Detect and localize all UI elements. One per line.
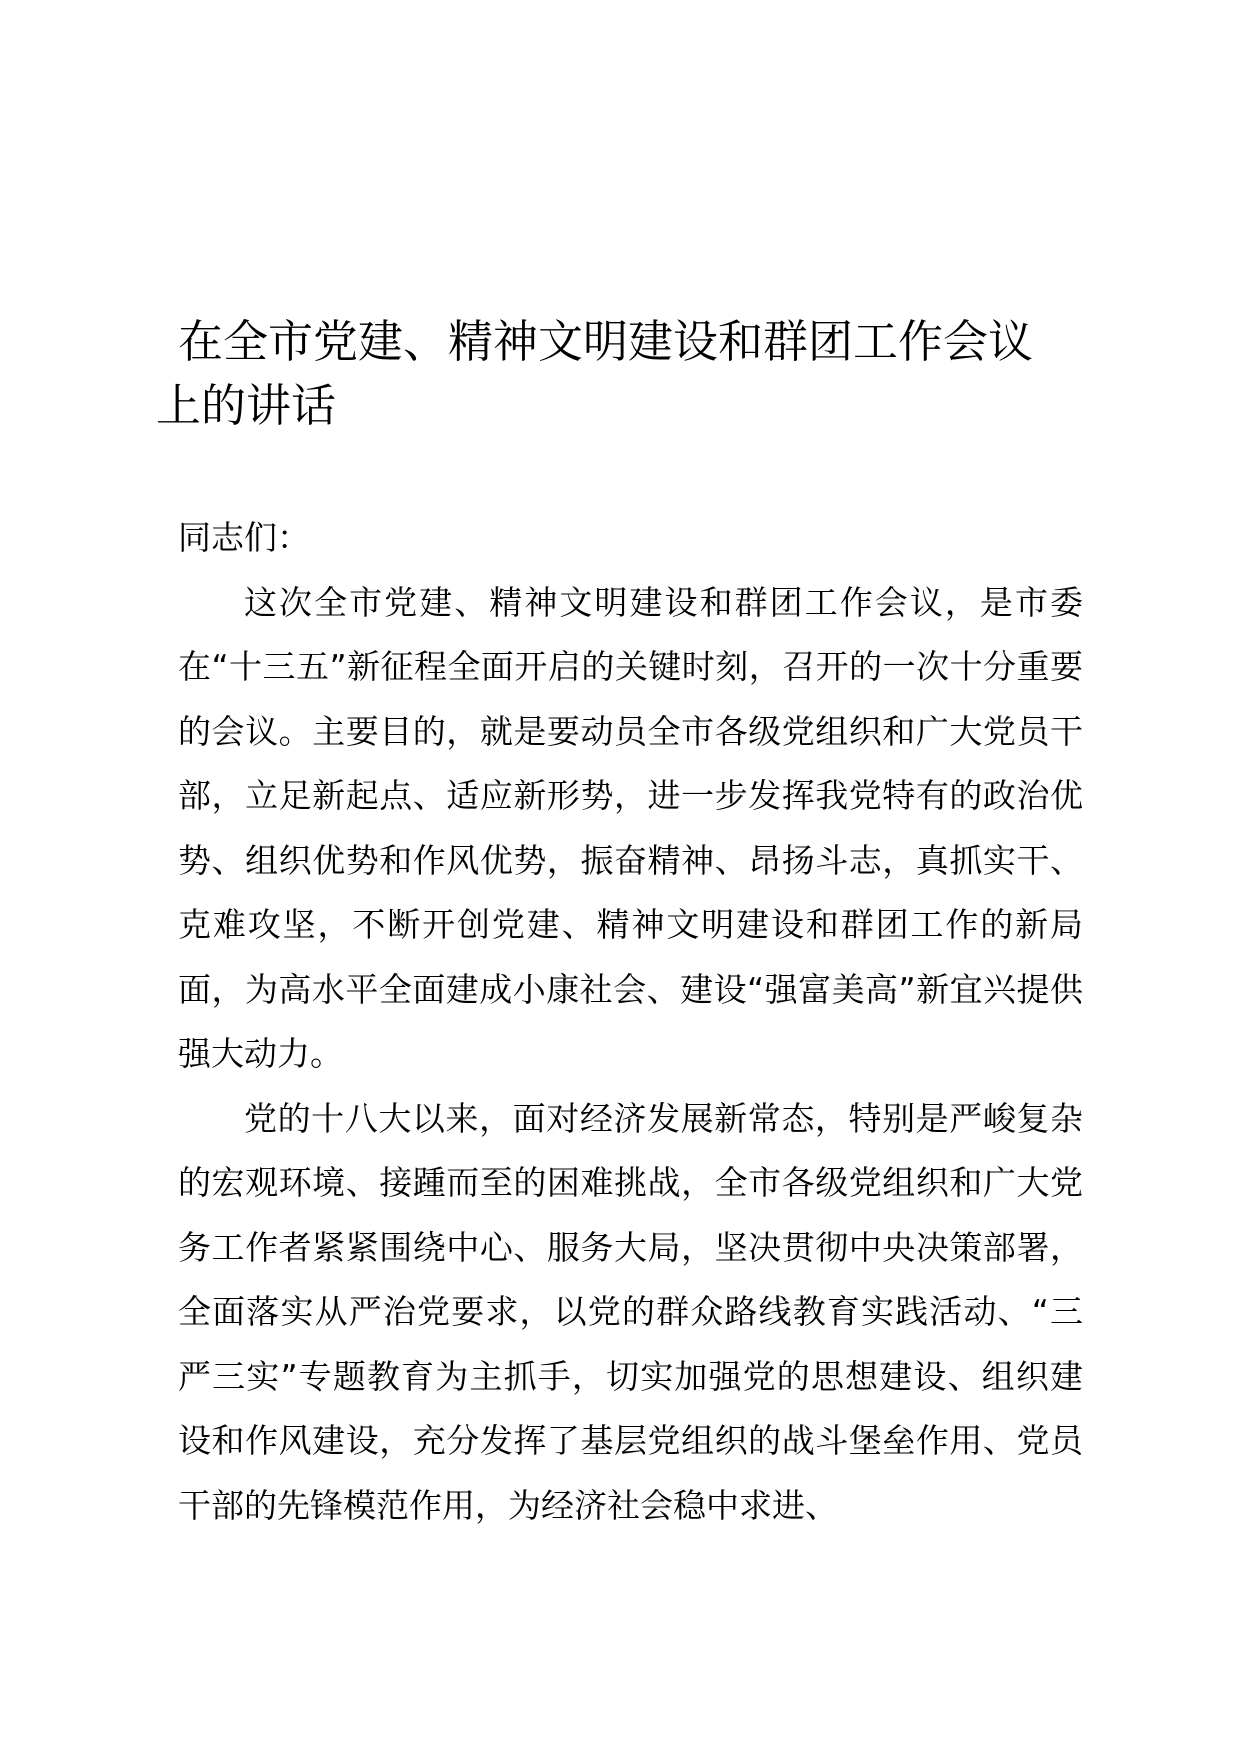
paragraph-1: 这次全市党建、精神文明建设和群团工作会议，是市委在“十三五”新征程全面开启的关键时刻，召开的一次十分重要的会议。主要目的，就是要动员全市各级党组织和广大党员干部，立足新起点、适应新形势，进一步发挥我党特有的政治优势、组织优势和作风优势，振奋精神、昂扬斗志，真抓实干、克难攻坚，不断开创党建、精神文明建设和群团工作的新局面，为高水平全面建成小康社会、建设“强富美高”新宜兴提供强大动力。 — [178, 582, 1083, 1073]
paragraph-2: 党的十八大以来，面对经济发展新常态，特别是严峻复杂的宏观环境、接踵而至的困难挑战，全市各级党组织和广大党务工作者紧紧围绕中心、服务大局，坚决贯彻中央决策部署，全面落实从严治党要求，以党的群众路线教育实践活动、“三严三实”专题教育为主抓手，切实加强党的思想建设、组织建设和作风建设，充分发挥了基层党组织的战斗堡垒作用、党员干部的先锋模范作用，为经济社会稳中求进、 — [178, 1098, 1083, 1525]
document-title: 在全市党建、精神文明建设和群团工作会议上的讲话 — [156, 315, 1034, 432]
salutation: 同志们： — [178, 518, 310, 557]
document-body — [178, 506, 1083, 1538]
